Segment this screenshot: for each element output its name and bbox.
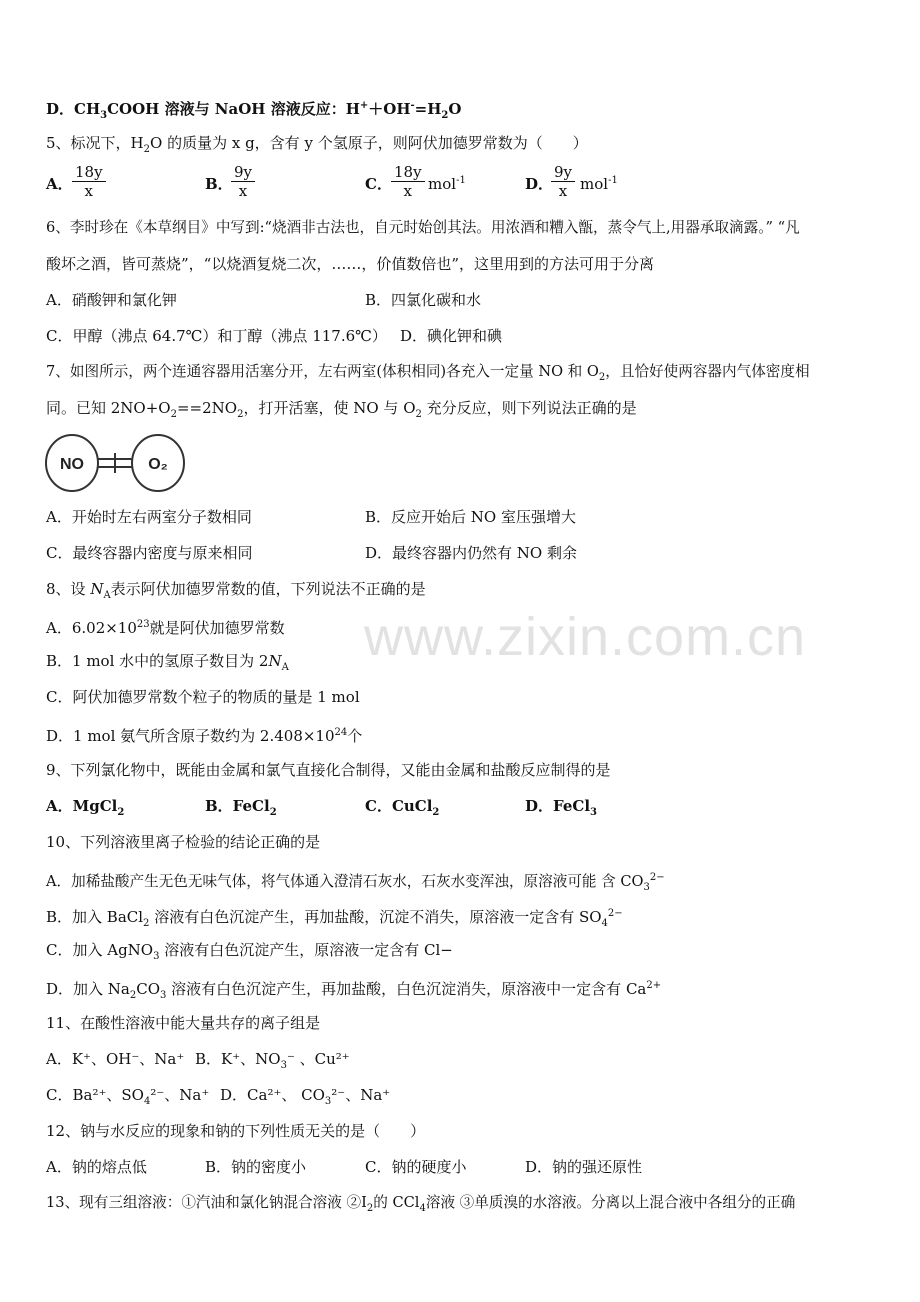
q8-stem: 8、设 $N_A$表示阿伏加德罗常数的值，下列说法不正确的是	[46, 580, 426, 601]
q5-stem: 5、标况下，$H_2O$ 的质量为 x g，含有 y 个氢原子，则阿伏加德罗常数为（ ）	[46, 134, 588, 155]
q5-option-b-label: B．	[205, 175, 233, 193]
q12-stem: 12、钠与水反应的现象和钠的下列性质无关的是（ ）	[46, 1122, 426, 1140]
q5-option-c-label: C．	[365, 175, 392, 193]
q5-option-c-unit: mol$^{-1}$	[428, 175, 466, 193]
q6-option-c: C．甲醇（沸点 64.7℃）和丁醇（沸点 117.6℃）	[46, 327, 387, 345]
q11-option-d: D．Ca²⁺、 $CO_3^{2-}$、Na⁺	[220, 1086, 391, 1107]
q7-option-d: D．最终容器内仍然有 NO 剩余	[365, 544, 577, 562]
q7-option-b: B．反应开始后 NO 室压强增大	[365, 508, 576, 526]
q7-option-c: C．最终容器内密度与原来相同	[46, 544, 253, 562]
q10-option-d: D．加入 $Na_2CO_3$ 溶液有白色沉淀产生，再加盐酸，白色沉淀消失，原溶液中一定含有 $Ca^{2+}$	[46, 980, 662, 1001]
q12-option-b: B．钠的密度小	[205, 1158, 307, 1176]
q11-option-c: C．Ba²⁺、$SO_4^{2-}$、Na⁺	[46, 1086, 210, 1107]
q7-stem-line1: 7、如图所示，两个连通容器用活塞分开，左右两室(体积相同)各充入一定量 NO 和 $O_2$，且恰好使两容器内气体密度相	[46, 363, 810, 383]
q5-option-d-unit: mol$^{-1}$	[580, 175, 618, 193]
q8-option-a: A．$6.02\times 10^{23}$就是阿伏加德罗常数	[46, 619, 285, 637]
connected-containers-diagram	[44, 432, 186, 494]
q6-stem-line2: 酸坏之酒，皆可蒸烧”，“以烧酒复烧二次，……，价值数倍也”，这里用到的方法可用于分离	[46, 255, 655, 273]
site-watermark: www.zixin.com.cn	[364, 607, 807, 667]
q5-option-d-label: D．	[525, 175, 554, 193]
q9-option-c: C．CuCl$_2$	[365, 797, 440, 818]
q13-stem: 13、现有三组溶液：①汽油和氯化钠混合溶液 $②I_2$的 CCl$_4$溶液 ③单质溴的水溶液。分离以上混合液中各组分的正确	[46, 1194, 796, 1214]
q10-option-b: B．加入 BaCl$_2$ 溶液有白色沉淀产生，再加盐酸，沉淀不消失，原溶液一定含有 $SO_4^{2-}$	[46, 908, 623, 929]
q5-option-a-label: A．	[46, 175, 73, 193]
q5-option-b-fraction: $\frac{9y}{x}$	[231, 163, 255, 200]
q10-option-a: A．加稀盐酸产生无色无味气体，将气体通入澄清石灰水，石灰水变浑浊，原溶液可能 含 $CO_3^{2-}$	[46, 872, 665, 893]
right-chamber-label: O₂	[148, 456, 168, 473]
q5-option-c-fraction: $\frac{18y}{x}$	[391, 163, 425, 200]
q7-option-a: A．开始时左右两室分子数相同	[46, 508, 252, 526]
q5-option-a-fraction: $\frac{18y}{x}$	[72, 163, 106, 200]
q4-option-d: D．$CH_3COOH$ 溶液与 NaOH 溶液反应：$H^++OH^-=H_2O$	[46, 100, 462, 121]
q9-option-b: B．FeCl$_2$	[205, 797, 277, 818]
q11-option-b: B．K⁺、$NO_3^-$ 、Cu²⁺	[195, 1050, 350, 1071]
q9-option-a: A．MgCl$_2$	[46, 797, 125, 818]
q6-option-a: A．硝酸钾和氯化钾	[46, 291, 177, 309]
q11-stem: 11、在酸性溶液中能大量共存的离子组是	[46, 1014, 321, 1032]
left-chamber-label: NO	[60, 456, 84, 473]
q11-option-a: A．K⁺、OH⁻、Na⁺	[46, 1050, 185, 1068]
q9-stem: 9、下列氯化物中，既能由金属和氯气直接化合制得，又能由金属和盐酸反应制得的是	[46, 761, 611, 779]
q12-option-a: A．钠的熔点低	[46, 1158, 147, 1176]
q8-option-c: C．阿伏加德罗常数个粒子的物质的量是 1 mol	[46, 688, 360, 706]
q10-stem: 10、下列溶液里离子检验的结论正确的是	[46, 833, 321, 851]
q6-stem-line1: 6、李时珍在《本草纲目》中写到:“烧酒非古法也，自元时始创其法。用浓酒和糟入甑，蒸令气上,用器承取滴露。” “凡	[46, 219, 800, 236]
q7-stem-line2: 同。已知 $2NO+O_2==2NO_2$，打开活塞，使 NO 与 $O_2$ 充分反应，则下列说法正确的是	[46, 399, 637, 420]
q6-option-d: D．碘化钾和碘	[400, 327, 503, 345]
q9-option-d: D．FeCl$_3$	[525, 797, 597, 818]
q6-option-b: B．四氯化碳和水	[365, 291, 482, 309]
q12-option-c: C．钠的硬度小	[365, 1158, 467, 1176]
q12-option-d: D．钠的强还原性	[525, 1158, 643, 1176]
q8-option-d: D．1 mol 氨气所含原子数约为 $2.408\times 10^{24}$个	[46, 727, 363, 745]
q10-option-c: C．加入 AgNO$_3$ 溶液有白色沉淀产生，原溶液一定含有 Cl−	[46, 941, 453, 962]
q8-option-b: B．1 mol 水中的氢原子数目为 $2N_A$	[46, 652, 289, 673]
q5-option-d-fraction: $\frac{9y}{x}$	[551, 163, 575, 200]
